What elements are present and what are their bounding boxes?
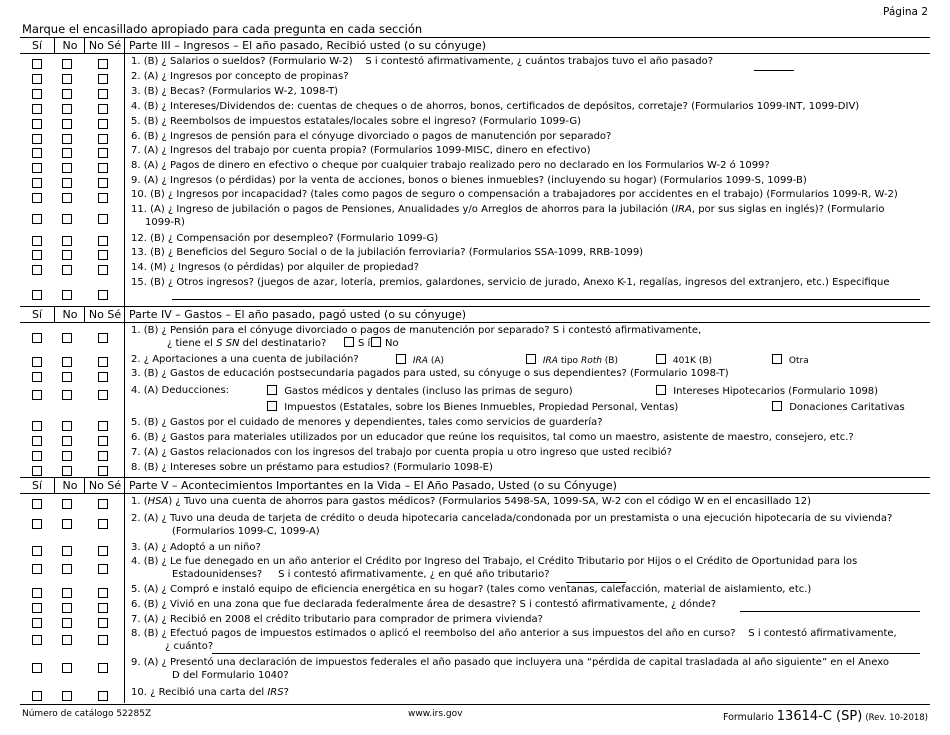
part5-q8: 8. (B) ¿ Efectuó pagos de impuestos estimados o aplicó el reembolso del año anterior a sus impuestos del año en curso? S i contestó afirmativamente, bbox=[131, 628, 897, 639]
p4-q5-nose-checkbox[interactable] bbox=[98, 421, 108, 431]
taxes-checkbox[interactable] bbox=[267, 401, 277, 411]
part4-header: Sí No No Sé Parte IV – Gastos – El año pasado, pagó usted (o su cónyuge) bbox=[20, 307, 930, 323]
p3-q3-si-checkbox[interactable] bbox=[32, 89, 42, 99]
part4-q4: 4. (A) Deducciones: bbox=[131, 385, 230, 396]
other-income-field[interactable] bbox=[172, 299, 920, 300]
part3-divider bbox=[124, 53, 125, 308]
part5-q1: 1. (HSA) ¿ Tuvo una cuenta de ahorros para gastos médicos? (Formularios 5498-SA, 1099-SA, W-2 con el código W en el encasillado 12) bbox=[131, 496, 811, 507]
part3-q9: 9. (A) ¿ Ingresos (o pérdidas) por la venta de acciones, bonos o bienes inmuebles? (incluyendo su hogar) (Formularios 1099-S, 1099-B) bbox=[131, 175, 807, 186]
p4-q7-si-checkbox[interactable] bbox=[32, 451, 42, 461]
part3-q3: 3. (B) ¿ Becas? (Formularios W-2, 1098-T) bbox=[131, 86, 339, 97]
p3-q13-nose-checkbox[interactable] bbox=[98, 250, 108, 260]
part5-title: Parte V – Acontecimientos Importantes en la Vida – El Año Pasado, Usted (o su Cónyuge) bbox=[124, 478, 929, 493]
p5-q3-nose-checkbox[interactable] bbox=[98, 546, 108, 556]
part5-q4: 4. (B) ¿ Le fue denegado en un año anterior el Crédito por Ingreso del Trabajo, el Crédito Tributario por Hijos o el Crédito de Oportunidad para los bbox=[131, 556, 858, 567]
p3-q7-nose-checkbox[interactable] bbox=[98, 148, 108, 158]
p4-q3-no-checkbox[interactable] bbox=[62, 372, 72, 382]
p3-q12-no-checkbox[interactable] bbox=[62, 236, 72, 246]
p3-q11-no-checkbox[interactable] bbox=[62, 214, 72, 224]
p4-q8-nose-checkbox[interactable] bbox=[98, 466, 108, 476]
p5-q9-no-checkbox[interactable] bbox=[62, 663, 72, 673]
p5-q3-no-checkbox[interactable] bbox=[62, 546, 72, 556]
p3-q1-no-checkbox[interactable] bbox=[62, 59, 72, 69]
ssn-no-option[interactable]: No bbox=[371, 337, 399, 349]
part4-q1: 1. (B) ¿ Pensión para el cónyuge divorciado o pagos de manutención por separado? S i contestó afirmativamente, bbox=[131, 325, 702, 336]
part4-q7: 7. (A) ¿ Gastos relacionados con los ingresos del trabajo por cuenta propia u otro ingreso que usted recibió? bbox=[131, 447, 672, 458]
p3-q14-no-checkbox[interactable] bbox=[62, 265, 72, 275]
p5-q6-no-checkbox[interactable] bbox=[62, 603, 72, 613]
p3-q7-no-checkbox[interactable] bbox=[62, 148, 72, 158]
part5-q4-cont: Estadounidenses? S i contestó afirmativamente, ¿ en qué año tributario? bbox=[172, 569, 550, 580]
p5-q10-si-checkbox[interactable] bbox=[32, 691, 42, 701]
part3-q5: 5. (B) ¿ Reembolsos de impuestos estatales/locales sobre el ingreso? (Formulario 1099-G) bbox=[131, 116, 581, 127]
p3-q9-si-checkbox[interactable] bbox=[32, 178, 42, 188]
part3-q6: 6. (B) ¿ Ingresos de pensión para el cónyuge divorciado o pagos de manutención por separado? bbox=[131, 131, 612, 142]
p5-q7-si-checkbox[interactable] bbox=[32, 618, 42, 628]
p3-q7-si-checkbox[interactable] bbox=[32, 148, 42, 158]
p3-q4-si-checkbox[interactable] bbox=[32, 104, 42, 114]
p3-q12-nose-checkbox[interactable] bbox=[98, 236, 108, 246]
tax-year-field[interactable] bbox=[566, 582, 626, 583]
otra-checkbox[interactable] bbox=[772, 354, 782, 364]
p5-q8-si-checkbox[interactable] bbox=[32, 635, 42, 645]
part4-divider bbox=[124, 322, 125, 478]
p5-q9-si-checkbox[interactable] bbox=[32, 663, 42, 673]
p3-q10-si-checkbox[interactable] bbox=[32, 193, 42, 203]
part3-q7: 7. (A) ¿ Ingresos del trabajo por cuenta propia? (Formularios 1099-MISC, dinero en efectivo) bbox=[131, 145, 591, 156]
p5-q5-no-checkbox[interactable] bbox=[62, 588, 72, 598]
part4-q1-cont: ¿ tiene el S SN del destinatario? bbox=[167, 338, 327, 349]
p5-q7-nose-checkbox[interactable] bbox=[98, 618, 108, 628]
p4-q2-no-checkbox[interactable] bbox=[62, 357, 72, 367]
medical-checkbox[interactable] bbox=[267, 385, 277, 395]
p3-q15-no-checkbox[interactable] bbox=[62, 290, 72, 300]
p5-q2-si-checkbox[interactable] bbox=[32, 519, 42, 529]
medical-expenses-option[interactable]: Gastos médicos y dentales (incluso las primas de seguro) bbox=[267, 385, 573, 397]
p4-q7-nose-checkbox[interactable] bbox=[98, 451, 108, 461]
p4-q8-si-checkbox[interactable] bbox=[32, 466, 42, 476]
part5-q2: 2. (A) ¿ Tuvo una deuda de tarjeta de crédito o deuda hipotecaria cancelada/condonada por un prestamista o una ejecución hipotecaria de su vivienda? bbox=[131, 513, 893, 524]
p4-q1-nose-checkbox[interactable] bbox=[98, 333, 108, 343]
part5-q10: 10. ¿ Recibió una carta del IRS? bbox=[131, 687, 289, 698]
p3-q10-no-checkbox[interactable] bbox=[62, 193, 72, 203]
p3-q1-si-checkbox[interactable] bbox=[32, 59, 42, 69]
col-nose: No Sé bbox=[84, 38, 125, 53]
col-si: Sí bbox=[31, 39, 43, 52]
p5-q1-nose-checkbox[interactable] bbox=[98, 499, 108, 509]
p4-q3-si-checkbox[interactable] bbox=[32, 372, 42, 382]
ira-checkbox[interactable] bbox=[396, 354, 406, 364]
p4-q4-si-checkbox[interactable] bbox=[32, 390, 42, 400]
part4-title: Parte IV – Gastos – El año pasado, pagó usted (o su cónyuge) bbox=[124, 307, 929, 322]
p3-q11-nose-checkbox[interactable] bbox=[98, 214, 108, 224]
part3-q11: 11. (A) ¿ Ingreso de jubilación o pagos de Pensiones, Anualidades y/o Arreglos de ahorros para la jubilación (IRA, por sus siglas en inglés)? (Formulario bbox=[131, 204, 885, 215]
part3-q15: 15. (B) ¿ Otros ingresos? (juegos de azar, lotería, premios, galardones, servicio de jurado, Anexo K-1, regalías, ingresos del extranjero, etc.) Especifique bbox=[131, 277, 890, 288]
p4-q2-nose-checkbox[interactable] bbox=[98, 357, 108, 367]
p3-q15-nose-checkbox[interactable] bbox=[98, 290, 108, 300]
part3-q4: 4. (B) ¿ Intereses/Dividendos de: cuentas de cheques o de ahorros, bonos, certificados de depósitos, corretaje? (Formularios 1099-INT, 1099-DIV) bbox=[131, 101, 860, 112]
p3-q5-si-checkbox[interactable] bbox=[32, 119, 42, 129]
charity-checkbox[interactable] bbox=[772, 401, 782, 411]
p4-q6-nose-checkbox[interactable] bbox=[98, 436, 108, 446]
p3-q1-nose-checkbox[interactable] bbox=[98, 59, 108, 69]
p3-q12-si-checkbox[interactable] bbox=[32, 236, 42, 246]
p5-q2-no-checkbox[interactable] bbox=[62, 519, 72, 529]
p5-q4-nose-checkbox[interactable] bbox=[98, 564, 108, 574]
part5-q7: 7. (A) ¿ Recibió en 2008 el crédito tributario para comprador de primera vivienda? bbox=[131, 614, 543, 625]
p3-q5-nose-checkbox[interactable] bbox=[98, 119, 108, 129]
part3-q1: 1. (B) ¿ Salarios o sueldos? (Formulario W-2) S i contestó afirmativamente, ¿ cuántos trabajos tuvo el año pasado? bbox=[131, 56, 714, 67]
part5-q9-cont: D del Formulario 1040? bbox=[172, 670, 289, 681]
p3-q13-si-checkbox[interactable] bbox=[32, 250, 42, 260]
part3-q14: 14. (M) ¿ Ingresos (o pérdidas) por alquiler de propiedad? bbox=[131, 262, 419, 273]
form-number: Formulario 13614-C (SP) (Rev. 10-2018) bbox=[722, 709, 928, 724]
p4-q6-si-checkbox[interactable] bbox=[32, 436, 42, 446]
p4-q3-nose-checkbox[interactable] bbox=[98, 372, 108, 382]
p3-q8-si-checkbox[interactable] bbox=[32, 163, 42, 173]
p3-q4-nose-checkbox[interactable] bbox=[98, 104, 108, 114]
p4-q6-no-checkbox[interactable] bbox=[62, 436, 72, 446]
p3-q15-si-checkbox[interactable] bbox=[32, 290, 42, 300]
part3-title: Parte III – Ingresos – El año pasado, Recibió usted (o su cónyuge) bbox=[124, 38, 929, 53]
p5-q5-nose-checkbox[interactable] bbox=[98, 588, 108, 598]
p5-q10-nose-checkbox[interactable] bbox=[98, 691, 108, 701]
p3-q4-no-checkbox[interactable] bbox=[62, 104, 72, 114]
website: www.irs.gov bbox=[408, 709, 463, 719]
p4-q5-si-checkbox[interactable] bbox=[32, 421, 42, 431]
part3-q10: 10. (B) ¿ Ingresos por incapacidad? (tales como pagos de seguro o compensación a trabajadores por accidentes en el trabajo) (Formularios 1099-R, W-2) bbox=[131, 189, 898, 200]
p5-q7-no-checkbox[interactable] bbox=[62, 618, 72, 628]
p5-q8-nose-checkbox[interactable] bbox=[98, 635, 108, 645]
mortgage-checkbox[interactable] bbox=[656, 385, 666, 395]
401k-checkbox[interactable] bbox=[656, 354, 666, 364]
p4-q1-si-checkbox[interactable] bbox=[32, 333, 42, 343]
part5-q3: 3. (A) ¿ Adoptó a un niño? bbox=[131, 542, 261, 553]
p3-q13-no-checkbox[interactable] bbox=[62, 250, 72, 260]
part3-header bbox=[20, 38, 930, 54]
p3-q3-no-checkbox[interactable] bbox=[62, 89, 72, 99]
p5-q8-no-checkbox[interactable] bbox=[62, 635, 72, 645]
p5-q1-si-checkbox[interactable] bbox=[32, 499, 42, 509]
p4-q4-nose-checkbox[interactable] bbox=[98, 390, 108, 400]
part4-q3: 3. (B) ¿ Gastos de educación postsecundaria pagados para usted, su cónyuge o sus dependientes? (Formulario 1098-T) bbox=[131, 368, 729, 379]
p5-q1-no-checkbox[interactable] bbox=[62, 499, 72, 509]
disaster-area-field[interactable] bbox=[740, 611, 920, 612]
p3-q6-no-checkbox[interactable] bbox=[62, 134, 72, 144]
p5-q3-si-checkbox[interactable] bbox=[32, 546, 42, 556]
p3-q8-nose-checkbox[interactable] bbox=[98, 163, 108, 173]
instructions: Marque el encasillado apropiado para cada pregunta en cada sección bbox=[22, 22, 423, 36]
charity-option[interactable]: Donaciones Caritativas bbox=[772, 401, 905, 413]
part5-q9: 9. (A) ¿ Presentó una declaración de impuestos federales el año pasado que incluyera una “pérdida de capital trasladada al año siguiente” en el Anexo bbox=[131, 657, 889, 668]
p4-q4-no-checkbox[interactable] bbox=[62, 390, 72, 400]
part4-q8: 8. (B) ¿ Intereses sobre un préstamo para estudios? (Formulario 1098-E) bbox=[131, 462, 493, 473]
part3-q2: 2. (A) ¿ Ingresos por concepto de propinas? bbox=[131, 71, 349, 82]
part5-q6: 6. (B) ¿ Vivió en una zona que fue declarada federalmente área de desastre? S i contestó afirmativamente, ¿ dónde? bbox=[131, 599, 717, 610]
p4-q5-no-checkbox[interactable] bbox=[62, 421, 72, 431]
taxes-option[interactable]: Impuestos (Estatales, sobre los Bienes Inmuebles, Propiedad Personal, Ventas) bbox=[267, 401, 678, 413]
p3-q9-no-checkbox[interactable] bbox=[62, 178, 72, 188]
p5-q9-nose-checkbox[interactable] bbox=[98, 663, 108, 673]
roth-ira-checkbox[interactable] bbox=[526, 354, 536, 364]
page-number: Página 2 bbox=[883, 6, 928, 18]
p3-q6-si-checkbox[interactable] bbox=[32, 134, 42, 144]
part4-q6: 6. (B) ¿ Gastos para materiales utilizados por un educador que reúne los requisitos, tal como un maestro, asistente de maestro, consejero, etc.? bbox=[131, 432, 854, 443]
part5-divider bbox=[124, 493, 125, 703]
p4-q8-no-checkbox[interactable] bbox=[62, 466, 72, 476]
ssn-yes-checkbox[interactable] bbox=[344, 337, 354, 347]
p3-q5-no-checkbox[interactable] bbox=[62, 119, 72, 129]
mortgage-interest-option[interactable]: Intereses Hipotecarios (Formulario 1098) bbox=[656, 385, 878, 397]
p3-q3-nose-checkbox[interactable] bbox=[98, 89, 108, 99]
roth-ira-option[interactable]: IRA tipo Roth (B) bbox=[526, 354, 618, 366]
part3-q13: 13. (B) ¿ Beneficios del Seguro Social o de la jubilación ferroviaria? (Formularios SSA-1099, RRB-1099) bbox=[131, 247, 644, 258]
p3-q8-no-checkbox[interactable] bbox=[62, 163, 72, 173]
part5-q8-cont: ¿ cuánto? bbox=[165, 641, 214, 652]
catalog-number: Número de catálogo 52285Z bbox=[22, 709, 152, 719]
p4-q7-no-checkbox[interactable] bbox=[62, 451, 72, 461]
part3-q11-cont: 1099-R) bbox=[145, 217, 185, 228]
p5-q4-si-checkbox[interactable] bbox=[32, 564, 42, 574]
part4-q2: 2. ¿ Aportaciones a una cuenta de jubilación? bbox=[131, 354, 359, 365]
part5-header: Sí No No Sé Parte V – Acontecimientos Importantes en la Vida – El Año Pasado, Usted (o su Cónyuge) bbox=[20, 478, 930, 494]
p3-q11-si-checkbox[interactable] bbox=[32, 214, 42, 224]
p3-q10-nose-checkbox[interactable] bbox=[98, 193, 108, 203]
p3-q2-no-checkbox[interactable] bbox=[62, 74, 72, 84]
p3-q2-si-checkbox[interactable] bbox=[32, 74, 42, 84]
otra-option[interactable]: Otra bbox=[772, 354, 809, 366]
p5-q6-si-checkbox[interactable] bbox=[32, 603, 42, 613]
ssn-yes-option[interactable]: S í bbox=[344, 337, 370, 349]
p5-q2-nose-checkbox[interactable] bbox=[98, 519, 108, 529]
p3-q2-nose-checkbox[interactable] bbox=[98, 74, 108, 84]
ssn-no-checkbox[interactable] bbox=[371, 337, 381, 347]
p5-q10-no-checkbox[interactable] bbox=[62, 691, 72, 701]
part4-q5: 5. (B) ¿ Gastos por el cuidado de menores y dependientes, tales como servicios de guardería? bbox=[131, 417, 603, 428]
p3-q14-si-checkbox[interactable] bbox=[32, 265, 42, 275]
ira-option[interactable]: IRA (A) bbox=[396, 354, 444, 366]
estimated-amount-field[interactable] bbox=[212, 653, 920, 654]
jobs-count-field[interactable] bbox=[754, 70, 794, 71]
p3-q6-nose-checkbox[interactable] bbox=[98, 134, 108, 144]
part5-q2-cont: (Formularios 1099-C, 1099-A) bbox=[172, 526, 320, 537]
p4-q2-si-checkbox[interactable] bbox=[32, 357, 42, 367]
col-no: No bbox=[54, 38, 85, 53]
part3-q12: 12. (B) ¿ Compensación por desempleo? (Formulario 1099-G) bbox=[131, 233, 439, 244]
p3-q14-nose-checkbox[interactable] bbox=[98, 265, 108, 275]
part5-q5: 5. (A) ¿ Compró e instaló equipo de eficiencia energética en su hogar? (tales como ventanas, calefacción, material de aislamiento, etc.) bbox=[131, 584, 812, 595]
part3-q8: 8. (A) ¿ Pagos de dinero en efectivo o cheque por cualquier trabajo realizado pero no declarado en los Formularios W-2 ó 1099? bbox=[131, 160, 770, 171]
p5-q4-no-checkbox[interactable] bbox=[62, 564, 72, 574]
p5-q5-si-checkbox[interactable] bbox=[32, 588, 42, 598]
p5-q6-nose-checkbox[interactable] bbox=[98, 603, 108, 613]
p3-q9-nose-checkbox[interactable] bbox=[98, 178, 108, 188]
p4-q1-no-checkbox[interactable] bbox=[62, 333, 72, 343]
401k-option[interactable]: 401K (B) bbox=[656, 354, 712, 366]
